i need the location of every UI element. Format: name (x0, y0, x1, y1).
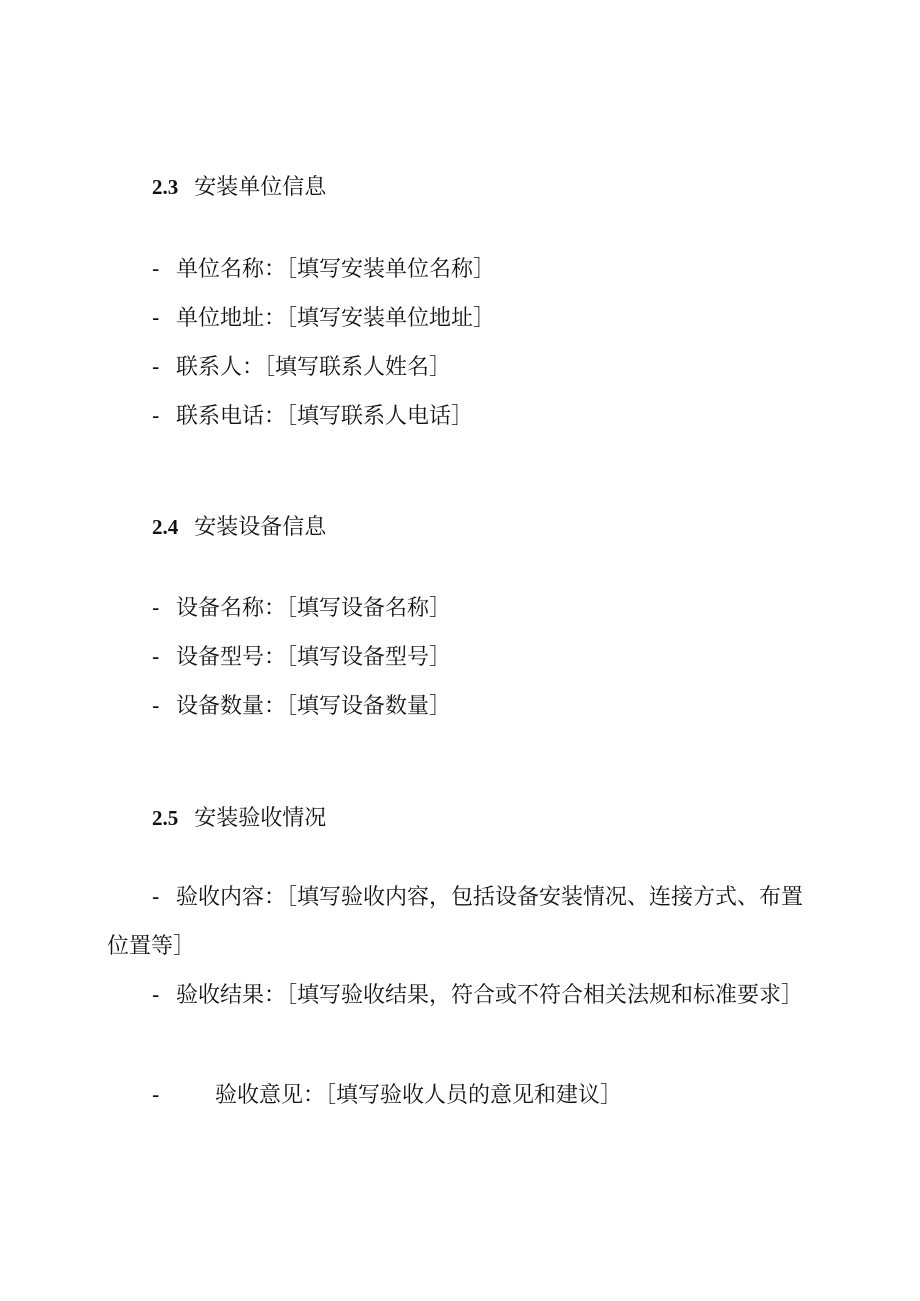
list-item-text: 设备型号：［填写设备型号］ (176, 645, 452, 670)
list-item-text: 联系人：［填写联系人姓名］ (176, 355, 452, 380)
list-item (152, 304, 495, 334)
list-item-text: 验收内容：［填写验收内容，包括设备安装情况、连接方式、布置位置等］ (107, 885, 804, 959)
section-title: 安装验收情况 (194, 806, 327, 831)
list-dash: - (152, 306, 160, 331)
list-dash: - (152, 645, 160, 670)
list-item (152, 1081, 622, 1111)
list-dash: - (152, 355, 160, 380)
list-item-text: 联系电话：［填写联系人电话］ (176, 404, 474, 429)
list-dash: - (152, 257, 160, 282)
list-item-text: 设备名称：［填写设备名称］ (176, 596, 452, 621)
list-dash: - (152, 596, 160, 621)
section-number: 2.4 (152, 515, 179, 539)
list-dash: - (152, 404, 160, 429)
list-dash: - (152, 694, 160, 719)
list-item-text: 单位名称：［填写安装单位名称］ (176, 257, 496, 282)
section-heading-2-3 (152, 172, 326, 203)
list-item-text: 验收意见：［填写验收人员的意见和建议］ (215, 1083, 623, 1108)
section-heading-2-4 (152, 512, 326, 543)
list-dash: - (152, 1083, 160, 1108)
section-heading-2-5 (152, 803, 326, 834)
list-item (152, 353, 451, 383)
list-item-text: 验收结果：［填写验收结果，符合或不符合相关法规和标准要求］ (176, 983, 804, 1008)
paragraph-item (107, 873, 807, 971)
list-item (152, 692, 451, 722)
section-title: 安装设备信息 (194, 515, 327, 540)
list-item (152, 255, 495, 285)
list-item (152, 402, 473, 432)
list-item (152, 594, 451, 624)
paragraph-item (107, 971, 807, 1020)
list-item (152, 643, 451, 673)
section-number: 2.5 (152, 806, 179, 830)
list-dash: - (152, 983, 160, 1008)
list-dash: - (152, 885, 160, 910)
list-item-text: 单位地址：［填写安装单位地址］ (176, 306, 496, 331)
list-item-text: 设备数量：［填写设备数量］ (176, 694, 452, 719)
section-number: 2.3 (152, 175, 179, 199)
section-title: 安装单位信息 (194, 175, 327, 200)
